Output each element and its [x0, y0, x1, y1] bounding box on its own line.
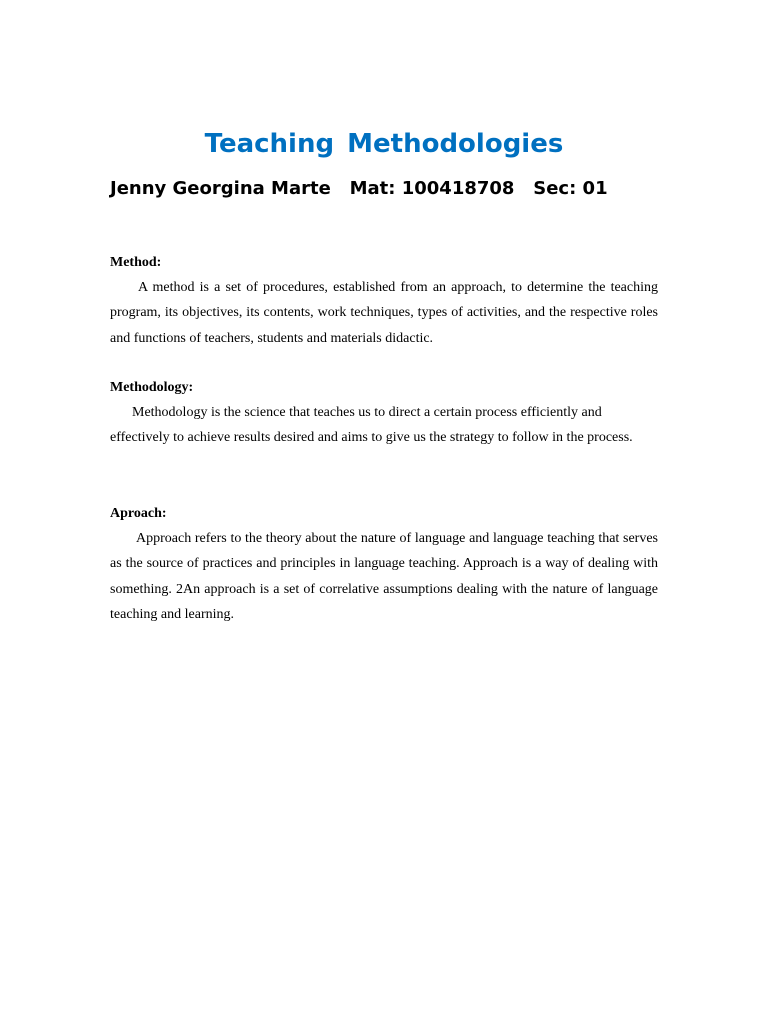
document-title: Teaching Methodologies — [204, 129, 564, 159]
section-body: A method is a set of procedures, established from an approach, to determine the teaching program, its objectives, its contents, work techniques, types of activities, and the respective roles and functions of teachers, students and materials didactic. — [110, 280, 658, 346]
section-body: Methodology is the science that teaches us to direct a certain process efficiently and effectively to achieve results desired and aims to give us the strategy to follow in the process. — [110, 405, 633, 446]
section-heading: Method: — [110, 255, 162, 270]
section-method — [110, 250, 658, 351]
section-body: Approach refers to the theory about the nature of language and language teaching that serves as the source of practices and principles in language teaching. Approach is a way of dealing with something. 2An approach is a set of correlative assumptions dealing with the nature of language teaching and learning. — [110, 531, 658, 623]
section-aproach — [110, 501, 658, 628]
section-heading: Aproach: — [110, 506, 167, 521]
section-methodology — [110, 375, 658, 451]
section-heading: Methodology: — [110, 380, 194, 395]
author-line: Jenny Georgina Marte Mat: 100418708 Sec: 01 — [110, 178, 608, 199]
